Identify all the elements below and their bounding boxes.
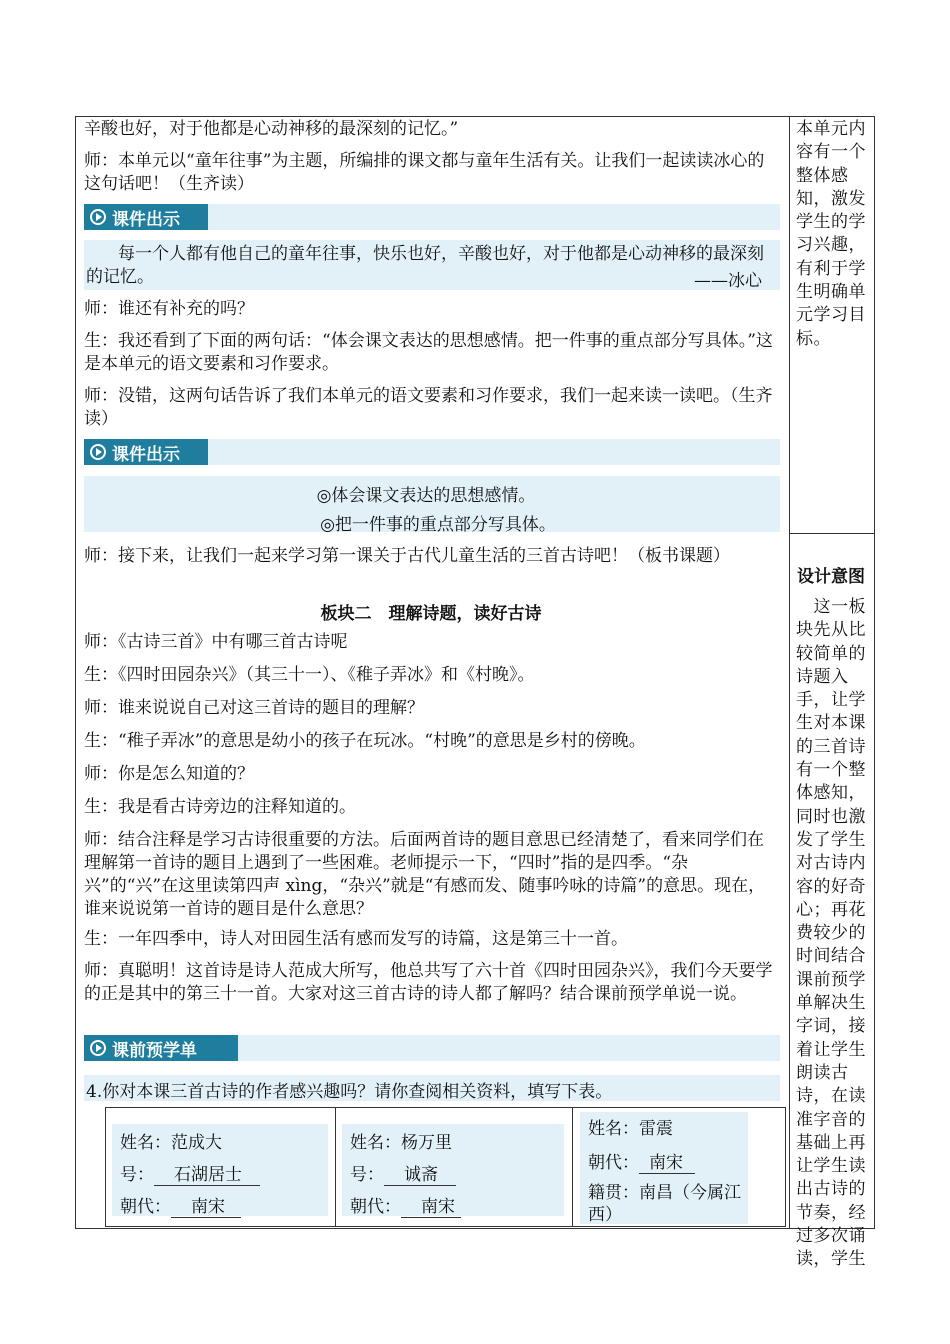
banner-tab (84, 1035, 238, 1061)
label: 姓名： (588, 1119, 639, 1139)
banner-tab (84, 439, 208, 465)
poet-card (580, 1112, 748, 1224)
label: 号： (350, 1165, 384, 1185)
pre-study-banner (84, 1035, 780, 1061)
label: 朝代： (588, 1153, 639, 1173)
design-note: 本单元内容有一个整体感知，激发学生的学习兴趣，有利于学生明确单元学习目标。 (796, 119, 866, 349)
quote-text: 每一个人都有他自己的童年往事，快乐也好，辛酸也好，对于他都是心动神移的最深刻的记忆。 (86, 244, 764, 287)
poet-name: 杨万里 (401, 1133, 452, 1153)
quote-author: ——冰心 (694, 271, 762, 291)
courseware-banner (84, 204, 780, 230)
poet-dynasty: 南宋 (639, 1148, 695, 1174)
paragraph: 生：一年四季中，诗人对田园生活有感而发写的诗篇，这是第三十一首。 (84, 929, 628, 949)
section-title: 板块二 理解诗题，读好古诗 (320, 604, 542, 624)
poet-dynasty: 南宋 (401, 1192, 461, 1218)
poet-hao: 诚斋 (384, 1160, 456, 1186)
banner-tab (84, 204, 208, 230)
play-icon (90, 444, 106, 460)
paragraph: 师：谁来说说自己对这三首诗的题目的理解？ (84, 698, 424, 718)
label: 朝代： (120, 1197, 171, 1217)
label: 朝代： (350, 1197, 401, 1217)
design-intent-heading: 设计意图 (797, 567, 865, 587)
paragraph: 师：真聪明！这首诗是诗人范成大所写，他总共写了六十首《四时田园杂兴》，我们今天要学的正是其中的第三十一首。大家对这三首古诗的诗人都了解吗？结合课前预学单说一说。 (84, 961, 773, 1004)
label: 姓名： (120, 1133, 171, 1153)
paragraph: 生：我是看古诗旁边的注释知道的。 (84, 797, 356, 817)
paragraph: 生：《四时田园杂兴》（其三十一）、《稚子弄冰》和《村晚》。 (84, 665, 535, 685)
task-text: 4.你对本课三首古诗的作者感兴趣吗？请你查阅相关资料，填写下表。 (86, 1082, 613, 1102)
paragraph: 师：谁还有补充的吗？ (84, 299, 254, 319)
poet-info-table (105, 1107, 786, 1227)
poet-card (342, 1124, 564, 1216)
poet-hao: 石湖居士 (154, 1160, 260, 1186)
banner-label: 课件出示 (112, 444, 180, 465)
poet-card (112, 1124, 328, 1216)
poet-origin: 南昌（今属江西） (588, 1183, 741, 1225)
paragraph: 师：你是怎么知道的？ (84, 764, 254, 784)
design-note: 这一板块先从比较简单的诗题入手，让学生对本课的三首诗有一个整体感知，同时也激发了学生对古诗内容的好奇心；再花费较少的时间结合课前预学单解决生字词，接着让学生朗读古诗，在读准字音的基础上再让学生读出古诗的节奏，经过多次诵读，学生 (796, 597, 866, 1270)
banner-label: 课前预学单 (112, 1040, 197, 1061)
poet-dynasty: 南宋 (171, 1192, 241, 1218)
quote-box (84, 240, 780, 290)
side-divider (789, 533, 875, 534)
paragraph: 师：《古诗三首》中有哪三首古诗呢 (84, 632, 348, 652)
banner-label: 课件出示 (112, 209, 180, 230)
label: 姓名： (350, 1133, 401, 1153)
paragraph: 生：我还看到了下面的两句话：“体会课文表达的思想感情。把一件事的重点部分写具体。”这是本单元的语文要素和习作要求。 (84, 331, 773, 374)
poet-name: 雷震 (639, 1119, 673, 1139)
key-point: ◎把一件事的重点部分写具体。 (320, 515, 556, 535)
paragraph: 辛酸也好，对于他都是心动神移的最深刻的记忆。” (84, 119, 459, 139)
poet-name: 范成大 (171, 1133, 222, 1153)
play-icon (90, 209, 106, 225)
key-point: ◎体会课文表达的思想感情。 (316, 486, 536, 506)
paragraph: 师：没错，这两句话告诉了我们本单元的语文要素和习作要求，我们一起来读一读吧。（生齐读） (84, 386, 773, 429)
courseware-banner (84, 439, 780, 465)
key-points-box (84, 476, 780, 535)
label: 籍贯： (588, 1183, 639, 1203)
paragraph: 师：本单元以“童年往事”为主题，所编排的课文都与童年生活有关。让我们一起读读冰心的这句话吧！（生齐读） (84, 151, 765, 194)
label: 号： (120, 1165, 154, 1185)
paragraph: 生：“稚子弄冰”的意思是幼小的孩子在玩冰。“村晚”的意思是乡村的傍晚。 (84, 731, 646, 751)
paragraph: 师：接下来，让我们一起来学习第一课关于古代儿童生活的三首古诗吧！（板书课题） (84, 546, 730, 566)
paragraph: 师：结合注释是学习古诗很重要的方法。后面两首诗的题目意思已经清楚了，看来同学们在理解第一首诗的题目上遇到了一些困难。老师提示一下，“四时”指的是四季。“杂兴”的“兴”在这里读第四声 xìng，“杂兴”就是“有感而发、随事吟咏的诗篇”的意思。现在，谁来说说第一首诗的题目是什么意思？ (84, 830, 766, 919)
play-icon (90, 1040, 106, 1056)
task-box (84, 1075, 780, 1101)
